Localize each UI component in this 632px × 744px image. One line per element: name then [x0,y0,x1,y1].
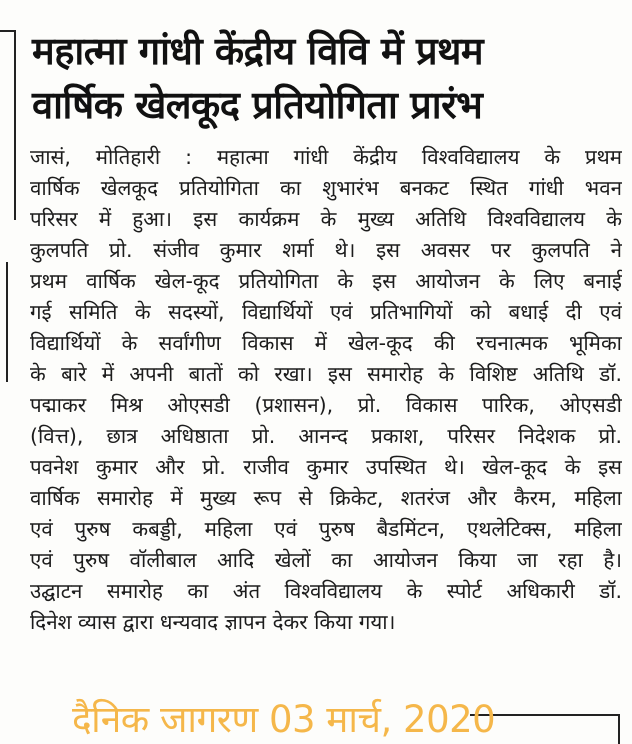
article-line: (वित्त), छात्र अधिष्ठाता प्रो. आनन्द प्रकाश, परिसर निदेशक प्रो. [30,424,622,448]
article-body [30,142,622,638]
article-line: विद्यार्थियों के सर्वांगीण विकास में खेल-कूद की रचनात्मक भूमिका [30,331,622,355]
article-line: पवनेश कुमार और प्रो. राजीव कुमार उपस्थित थे। खेल-कूद के इस [30,455,622,479]
column-rule-left-lower [6,262,8,382]
article-line: परिसर में हुआ। इस कार्यक्रम के मुख्य अतिथि विश्वविद्यालय के [30,207,622,231]
article-line: उद्घाटन समारोह का अंत विश्वविद्यालय के स्पोर्ट अधिकारी डॉ. [30,579,622,603]
article-line: एवं पुरुष कबड्डी, महिला एवं पुरुष बैडमिंटन, एथलेटिक्स, महिला [30,517,622,541]
column-rule-left [14,30,16,220]
article-line: के बारे में अपनी बातों को रखा। इस समारोह के विशिष्ट अतिथि डॉ. [30,362,622,386]
article-line: दिनेश व्यास द्वारा धन्यवाद ज्ञापन देकर किया गया। [30,610,396,634]
article-headline [32,24,622,132]
article-line: वार्षिक खेलकूद प्रतियोगिता का शुभारंभ बनकट स्थित गांधी भवन [30,176,622,200]
article-line: गई समिति के सदस्यों, विद्यार्थियों एवं प्रतिभागियों को बधाई दी एवं [30,300,622,324]
article-line: जासं, मोतिहारी : महात्मा गांधी केंद्रीय विश्वविद्यालय के प्रथम [30,145,622,169]
column-rule-right [618,714,620,744]
source-caption: दैनिक जागरण 03 मार्च, 2020 [72,698,496,741]
article-line: प्रथम वार्षिक खेल-कूद प्रतियोगिता के इस आयोजन के लिए बनाई [30,269,622,293]
article-line: कुलपति प्रो. संजीव कुमार शर्मा थे। इस अवसर पर कुलपति ने [30,238,622,262]
article-line: वार्षिक समारोह में मुख्य रूप से क्रिकेट, शतरंज और कैरम, महिला [30,486,622,510]
headline-line-1: महात्मा गांधी केंद्रीय विवि में प्रथम [32,29,484,73]
article-line: एवं पुरुष वॉलीबाल आदि खेलों का आयोजन किया जा रहा है। [30,548,622,572]
article-line: पद्माकर मिश्र ओएसडी (प्रशासन), प्रो. विकास पारिक, ओएसडी [30,393,622,417]
headline-line-2: वार्षिक खेलकूद प्रतियोगिता प्रारंभ [32,83,483,127]
